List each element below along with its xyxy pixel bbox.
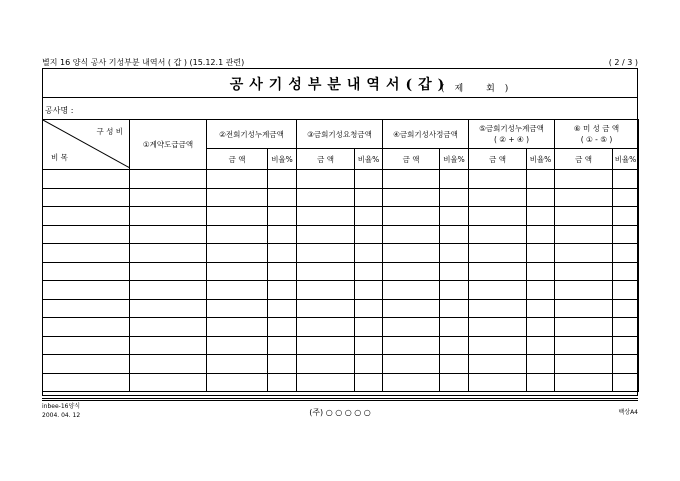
table-cell [268, 225, 297, 244]
project-label: 공사명 : [45, 106, 74, 115]
table-cell [207, 188, 268, 207]
table-cell [355, 281, 383, 300]
document-title: 공사기성부분내역서(갑) [229, 77, 451, 93]
table-row [43, 225, 639, 244]
table-cell [613, 336, 639, 355]
round-note: (제 회) [441, 84, 519, 94]
table-cell [43, 188, 130, 207]
table-cell [383, 299, 440, 318]
table-cell [383, 336, 440, 355]
table-row [43, 244, 639, 263]
table-cell [43, 170, 130, 189]
table-cell [297, 281, 355, 300]
table-cell [613, 225, 639, 244]
table-cell [130, 225, 207, 244]
table-cell [268, 336, 297, 355]
table-cell [207, 336, 268, 355]
table-cell [355, 355, 383, 374]
table-cell [297, 355, 355, 374]
table-cell [43, 318, 130, 337]
col6-formula: ( ① - ⑤ ) [580, 135, 613, 144]
table-cell [555, 281, 613, 300]
table-cell [527, 336, 555, 355]
table-cell [297, 373, 355, 392]
table-cell [355, 299, 383, 318]
table-cell [355, 318, 383, 337]
sub-amount: 금 액 [297, 149, 355, 170]
table-cell [613, 318, 639, 337]
table-cell [355, 225, 383, 244]
table-cell [555, 170, 613, 189]
table-cell [527, 170, 555, 189]
table-cell [469, 355, 527, 374]
table-cell [355, 188, 383, 207]
table-cell [383, 225, 440, 244]
table-cell [130, 188, 207, 207]
table-cell [555, 373, 613, 392]
table-cell [268, 207, 297, 226]
table-cell [527, 318, 555, 337]
table-cell [268, 170, 297, 189]
table-cell [130, 262, 207, 281]
table-cell [469, 318, 527, 337]
table-cell [440, 188, 469, 207]
table-cell [130, 318, 207, 337]
table-cell [297, 207, 355, 226]
sub-amount: 금 액 [383, 149, 440, 170]
sub-ratio: 비율% [440, 149, 469, 170]
table-cell [130, 244, 207, 263]
table-cell [297, 188, 355, 207]
table-cell [207, 225, 268, 244]
table-cell [43, 225, 130, 244]
corner-label-item: 비 목 [51, 153, 68, 162]
table-cell [469, 207, 527, 226]
table-cell [297, 318, 355, 337]
table-cell [130, 207, 207, 226]
table-cell [207, 207, 268, 226]
table-cell [469, 244, 527, 263]
table-cell [297, 262, 355, 281]
table-cell [469, 373, 527, 392]
table-row [43, 262, 639, 281]
table-cell [355, 373, 383, 392]
table-row [43, 207, 639, 226]
table-cell [383, 355, 440, 374]
table-cell [383, 262, 440, 281]
sub-amount: 금 액 [469, 149, 527, 170]
table-cell [613, 188, 639, 207]
table-cell [527, 355, 555, 374]
table-cell [43, 336, 130, 355]
table-cell [383, 281, 440, 300]
table-cell [355, 244, 383, 263]
col-previous-cumulative: ②전회기성누계금액 [207, 120, 297, 149]
sub-ratio: 비율% [527, 149, 555, 170]
table-cell [440, 336, 469, 355]
title-divider [42, 97, 638, 98]
form-code: inbee-16양식 [42, 403, 81, 410]
table-cell [613, 207, 639, 226]
table-cell [440, 170, 469, 189]
table-cell [207, 318, 268, 337]
sub-ratio: 비율% [613, 149, 639, 170]
table-cell [43, 262, 130, 281]
table-cell [527, 299, 555, 318]
table-cell [527, 281, 555, 300]
col5-formula: ( ② + ④ ) [493, 135, 530, 144]
table-cell [527, 262, 555, 281]
table-cell [555, 318, 613, 337]
form-date: 2004. 04. 12 [42, 412, 81, 419]
breakdown-table [42, 119, 639, 392]
table-cell [469, 170, 527, 189]
table-cell [555, 262, 613, 281]
table-cell [440, 355, 469, 374]
table-cell [268, 299, 297, 318]
table-cell [383, 207, 440, 226]
table-cell [268, 355, 297, 374]
table-cell [268, 318, 297, 337]
table-cell [469, 299, 527, 318]
table-cell [43, 207, 130, 226]
col5-label: ⑤금회기성누계금액 [479, 124, 544, 133]
table-cell [613, 170, 639, 189]
table-cell [527, 244, 555, 263]
table-cell [527, 207, 555, 226]
table-cell [613, 244, 639, 263]
table-cell [355, 170, 383, 189]
table-cell [297, 336, 355, 355]
table-cell [469, 336, 527, 355]
table-cell [268, 188, 297, 207]
table-cell [207, 170, 268, 189]
col-contract-amount: ①계약도급금액 [130, 120, 207, 170]
table-row [43, 355, 639, 374]
table-row [43, 336, 639, 355]
table-row [43, 373, 639, 392]
footer-rule [42, 400, 638, 401]
table-cell [440, 262, 469, 281]
table-cell [555, 244, 613, 263]
company-name: (주) ○ ○ ○ ○ ○ [309, 408, 371, 417]
table-cell [297, 170, 355, 189]
table-cell [440, 225, 469, 244]
table-cell [297, 225, 355, 244]
table-cell [268, 373, 297, 392]
table-cell [383, 318, 440, 337]
table-cell [527, 225, 555, 244]
table-cell [555, 225, 613, 244]
table-cell [383, 244, 440, 263]
table-row [43, 299, 639, 318]
table-cell [207, 299, 268, 318]
table-cell [207, 373, 268, 392]
table-cell [613, 299, 639, 318]
corner-label-composition: 구 성 비 [96, 127, 123, 136]
table-cell [297, 299, 355, 318]
table-cell [355, 336, 383, 355]
table-cell [527, 188, 555, 207]
table-cell [469, 262, 527, 281]
table-cell [207, 355, 268, 374]
sub-amount: 금 액 [555, 149, 613, 170]
table-cell [555, 299, 613, 318]
table-cell [383, 188, 440, 207]
table-cell [555, 355, 613, 374]
table-row [43, 170, 639, 189]
table-cell [130, 170, 207, 189]
table-cell [613, 281, 639, 300]
table-cell [268, 262, 297, 281]
table-cell [469, 281, 527, 300]
col6-label: ⑥ 미 성 금 액 [573, 124, 620, 133]
page-indicator: ( 2 / 3 ) [608, 58, 638, 67]
table-cell [555, 336, 613, 355]
table-cell [440, 207, 469, 226]
table-cell [207, 244, 268, 263]
table-cell [355, 207, 383, 226]
table-cell [43, 244, 130, 263]
table-row [43, 281, 639, 300]
footer-rule [42, 398, 638, 399]
sub-ratio: 비율% [355, 149, 383, 170]
table-cell [130, 336, 207, 355]
table-cell [383, 170, 440, 189]
table-cell [207, 281, 268, 300]
table-cell [268, 244, 297, 263]
table-cell [469, 225, 527, 244]
table-cell [469, 188, 527, 207]
header-corner-cell [43, 120, 130, 170]
table-cell [440, 373, 469, 392]
table-cell [440, 299, 469, 318]
table-cell [130, 299, 207, 318]
table-cell [440, 318, 469, 337]
sub-ratio: 비율% [268, 149, 297, 170]
table-cell [555, 188, 613, 207]
paper-spec: 백상A4 [618, 409, 638, 416]
table-cell [43, 355, 130, 374]
table-cell [613, 373, 639, 392]
table-row [43, 318, 639, 337]
col-current-request: ③금회기성요청금액 [297, 120, 383, 149]
form-reference: 별지 16 양식 공사 기성부분 내역서 ( 갑 ) (15.12.1 관련) [42, 58, 245, 67]
table-cell [268, 281, 297, 300]
table-cell [297, 244, 355, 263]
table-cell [130, 355, 207, 374]
table-cell [555, 207, 613, 226]
table-cell [130, 281, 207, 300]
table-cell [440, 281, 469, 300]
table-cell [383, 373, 440, 392]
table-cell [613, 262, 639, 281]
sub-amount: 금 액 [207, 149, 268, 170]
table-cell [43, 373, 130, 392]
table-cell [207, 262, 268, 281]
table-cell [43, 299, 130, 318]
table-row [43, 188, 639, 207]
col-unfinished-amount [555, 120, 639, 149]
table-cell [527, 373, 555, 392]
table-cell [440, 244, 469, 263]
table-cell [43, 281, 130, 300]
table-cell [355, 262, 383, 281]
col-current-cumulative [469, 120, 555, 149]
col-current-assessed: ④금회기성사정금액 [383, 120, 469, 149]
table-cell [613, 355, 639, 374]
table-cell [130, 373, 207, 392]
